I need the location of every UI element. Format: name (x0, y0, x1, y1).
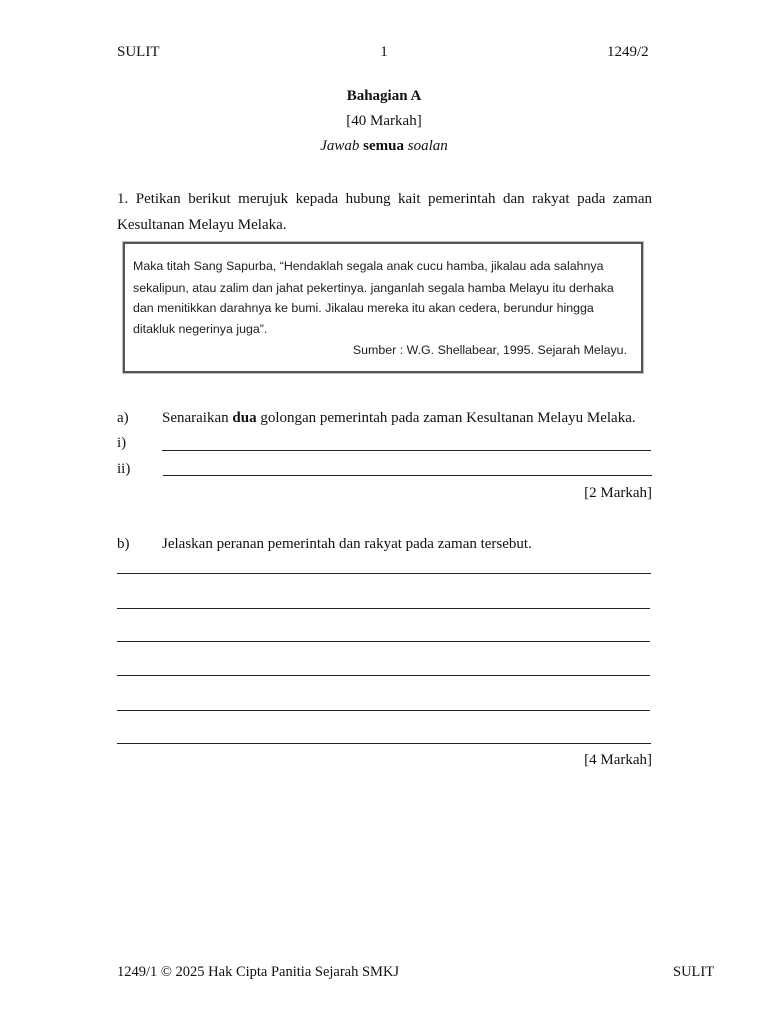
part-a-label: a) (117, 410, 129, 426)
part-a-sub-ii-label: ii) (117, 461, 131, 477)
section-marks: [40 Markah] (346, 113, 422, 129)
answer-line-b[interactable] (117, 675, 650, 676)
quote-line: ditakluk negerinya juga”. (133, 322, 268, 336)
answer-line-b[interactable] (117, 710, 650, 711)
answer-line-b[interactable] (117, 641, 650, 642)
answer-line-b[interactable] (117, 743, 651, 744)
answer-line-a-i[interactable] (162, 450, 651, 451)
quote-line: Maka titah Sang Sapurba, “Hendaklah segala anak cucu hamba, jikalau ada salahnya (133, 259, 604, 273)
quote-box (123, 242, 643, 373)
part-b-label: b) (117, 536, 130, 552)
footer-sulit: SULIT (673, 964, 715, 980)
section-title: Bahagian A (346, 88, 422, 104)
quote-source: Sumber : W.G. Shellabear, 1995. Sejarah Melayu. (352, 343, 627, 357)
header-sulit: SULIT (117, 44, 160, 60)
footer-copyright: 1249/1 © 2025 Hak Cipta Panitia Sejarah SMKJ (117, 964, 400, 980)
part-b-marks: [4 Markah] (584, 752, 652, 768)
paper-code: 1249/2 (607, 44, 649, 60)
question-1-intro: 1. Petikan berikut merujuk kepada hubung kait pemerintah dan rakyat pada zaman Kesultanan Melayu Melaka. (117, 191, 652, 233)
part-a-question: Senaraikan dua golongan pemerintah pada zaman Kesultanan Melayu Melaka. (162, 410, 636, 426)
quote-line: dan menitikkan darahnya ke bumi. Jikalau mereka itu akan cedera, berundur hingga (133, 301, 594, 315)
quote-line: sekalipun, atau zalim dan jahat pekertinya. janganlah segala hamba Melayu itu derhaka (133, 281, 614, 295)
answer-line-b[interactable] (117, 608, 650, 609)
section-instruction: Jawab semua soalan (320, 138, 448, 154)
part-a-marks: [2 Markah] (584, 485, 652, 501)
part-b-question: Jelaskan peranan pemerintah dan rakyat pada zaman tersebut. (162, 536, 532, 552)
page-number: 1 (380, 44, 388, 60)
answer-line-a-ii[interactable] (163, 475, 652, 476)
part-a-sub-i-label: i) (117, 435, 127, 451)
answer-line-b[interactable] (117, 573, 651, 574)
